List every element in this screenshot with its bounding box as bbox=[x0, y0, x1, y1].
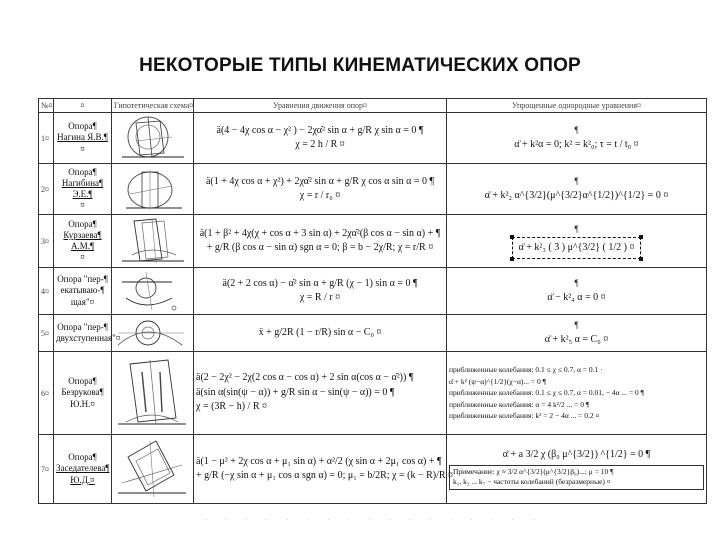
resize-handle[interactable] bbox=[639, 257, 643, 261]
support-sketch-image bbox=[112, 352, 194, 434]
equation-line: + g/R (−χ sin α + μ₁ cos α sgn α) = 0; μ₁ = b/2R; χ = (k − R)/R ¤ bbox=[196, 470, 454, 481]
name-line: Нагина Я.В.¶ bbox=[57, 132, 108, 143]
name-line: Опора "пер-¶ bbox=[57, 274, 108, 285]
row-number: 7¤ bbox=[39, 435, 54, 504]
table-row bbox=[39, 435, 707, 504]
name-line: Безрукова¶ bbox=[61, 387, 104, 398]
equation-line: χ = (3R − h) / R ¤ bbox=[196, 401, 267, 413]
support-name bbox=[54, 164, 112, 215]
name-line: Курзаева¶ bbox=[63, 229, 102, 240]
header-name: ¤ bbox=[54, 99, 112, 113]
page-title: НЕКОТОРЫЕ ТИПЫ КИНЕМАТИЧЕСКИХ ОПОР bbox=[139, 55, 581, 76]
equation-line: ä(1 + 4χ cos α + χ²) + 2χα̇² sin α + g/R χ cos α sin α = 0 ¶ bbox=[205, 175, 434, 187]
simplified-equations bbox=[447, 268, 707, 315]
pilcrow-mark: ¶ bbox=[574, 124, 579, 135]
table-header-row bbox=[39, 99, 707, 113]
equation-line: χ = 2 h / R ¤ bbox=[295, 139, 345, 150]
support-sketch-image bbox=[112, 268, 194, 314]
name-line: А.М.¶ bbox=[70, 241, 95, 251]
name-line: Заседателева¶ bbox=[56, 463, 110, 474]
support-sketch-image bbox=[112, 315, 194, 351]
pilcrow-mark: ¶ bbox=[574, 223, 579, 234]
support-sketch-image bbox=[112, 164, 194, 214]
support-name bbox=[54, 268, 112, 315]
support-sketch-image bbox=[112, 113, 194, 163]
scheme-sketch bbox=[112, 435, 194, 504]
simplified-equations bbox=[447, 113, 707, 164]
equation-line: χ = R / r ¤ bbox=[299, 292, 341, 303]
motion-equations bbox=[194, 215, 447, 268]
equation-line: ä(sin α(sin(ψ − α)) + g/R sin α − sin(ψ − α)) = 0 ¶ bbox=[196, 386, 395, 398]
table-row bbox=[39, 113, 707, 164]
pilcrow-mark: ¶ bbox=[574, 175, 579, 186]
motion-equations bbox=[194, 352, 447, 435]
row-number: 2¤ bbox=[39, 164, 54, 215]
name-line: екатываю-¶ bbox=[60, 285, 105, 296]
support-sketch-image bbox=[112, 215, 194, 267]
support-name bbox=[54, 113, 112, 164]
equation-line: ẍ + g/2R (1 − r/R) sin α − C₀ ¤ bbox=[258, 326, 382, 338]
name-line: ¤ bbox=[80, 200, 85, 211]
row-number: 4¤ bbox=[39, 268, 54, 315]
footer-dotted-line bbox=[38, 519, 706, 520]
simplified-equations bbox=[447, 315, 707, 352]
support-name bbox=[54, 435, 112, 504]
resize-handle[interactable] bbox=[510, 235, 514, 239]
pilcrow-mark: ¶ bbox=[574, 319, 579, 330]
row-number: 5¤ bbox=[39, 315, 54, 352]
simplified-line: приближенные колебания: 0.1 ≤ χ ≤ 0.7, α = 0.1 · bbox=[449, 364, 603, 374]
simplified-line: приближенные колебания: k² = 2 − 4α ... = 0.2 ¤ bbox=[449, 411, 600, 421]
name-line: Ю.Д.¤ bbox=[70, 474, 95, 485]
simplified-line: приближенные колебания: α = 4 k²/2 ... = 0 ¶ bbox=[449, 399, 590, 409]
simplified-line: α̈ + k²₅ α = C₀ ¤ bbox=[544, 333, 609, 345]
scheme-sketch bbox=[112, 268, 194, 315]
equation-line: ä(1 + β² + 4χ(χ + cos α + 3 sin α) + 2χα̇²(β cos α − sin α) + ¶ bbox=[199, 227, 441, 239]
table-footnote bbox=[449, 465, 704, 490]
resize-handle[interactable] bbox=[510, 257, 514, 261]
name-line: Опора¶ bbox=[68, 218, 97, 229]
row-number: 1¤ bbox=[39, 113, 54, 164]
support-name bbox=[54, 315, 121, 352]
equation-line: + g/R (β cos α − sin α) sgn α = 0; β = b − 2χ/R; χ = r/R ¤ bbox=[206, 242, 434, 253]
selected-equation-box[interactable] bbox=[512, 237, 642, 260]
equation-line: ä(2 − 2χ² − 2χ(2 cos α − cos α) + 2 sin α(cos α − α̇²)) ¶ bbox=[196, 372, 414, 384]
name-line: двухступенная"¤ bbox=[56, 333, 121, 343]
header-simplified: Упрощенные однородные уравнения¤ bbox=[447, 99, 707, 113]
simplified-line: α̈ − k²₄ α = 0 ¤ bbox=[547, 291, 606, 303]
simplified-line: приближенные колебания: 0.1 ≤ χ ≤ 0.7, α = 0.01, − 4α ... = 0 ¶ bbox=[449, 388, 645, 398]
table-row bbox=[39, 315, 707, 352]
resize-handle[interactable] bbox=[639, 235, 643, 239]
name-line: Опора¶ bbox=[68, 121, 97, 132]
row-number: 6¤ bbox=[39, 352, 54, 435]
name-line: Нагибина¶ bbox=[61, 177, 104, 188]
supports-table bbox=[38, 98, 707, 504]
pilcrow-mark: ¶ bbox=[574, 277, 579, 288]
scheme-sketch bbox=[112, 352, 194, 435]
simplified-equations bbox=[447, 215, 707, 268]
equation-line: ä(4 − 4χ cos α − χ² ) − 2χα̇² sin α + g/R χ sin α = 0 ¶ bbox=[216, 124, 424, 136]
name-line: Опора "пер-¶ bbox=[57, 321, 108, 332]
simplified-line: α̈ + k²₃ ( 3 ) μ^{3/2} ( 1/2 ) ¤ bbox=[518, 241, 635, 253]
scheme-sketch bbox=[112, 215, 194, 268]
footnote-line: k₁, k₂ ... k₇ − частоты колебаний (безразмерные) ¤ bbox=[453, 477, 611, 487]
simplified-equations bbox=[447, 352, 707, 435]
scheme-sketch bbox=[112, 113, 194, 164]
motion-equations bbox=[194, 113, 447, 164]
name-line: Опора¶ bbox=[68, 452, 97, 463]
name-line: Опора¶ bbox=[68, 166, 97, 177]
table-row bbox=[39, 268, 707, 315]
name-line: Опора¶ bbox=[68, 376, 97, 387]
simplified-line: α̈ + k²α = 0; k² = k²₀; τ = t / t₀ ¤ bbox=[514, 138, 639, 150]
row-number: 3¤ bbox=[39, 215, 54, 268]
equation-line: χ = r / r₀ ¤ bbox=[299, 190, 341, 201]
equation-line: ä(1 − μ² + 2χ cos α + μ₁ sin α) + α²/2 (χ sin α + 2μ₁ cos α) + ¶ bbox=[196, 455, 442, 467]
name-line: щая"¤ bbox=[70, 296, 95, 307]
simplified-equations bbox=[447, 164, 707, 215]
equation-line: ä(2 + 2 cos α) − α̇² sin α + g/R (χ − 1) sin α = 0 ¶ bbox=[222, 277, 418, 289]
motion-equations bbox=[194, 268, 447, 315]
support-sketch-image bbox=[112, 435, 194, 503]
name-line: ¤ bbox=[80, 143, 85, 154]
header-equations: Уравнения движения опор¤ bbox=[194, 99, 447, 113]
name-line: Ю.Н.¤ bbox=[70, 398, 95, 409]
header-number: №¤ bbox=[39, 99, 54, 113]
simplified-line: α̈ + k² (ψ−α)^{1/2}(χ−α)... = 0 ¶ bbox=[449, 376, 547, 386]
support-name bbox=[54, 352, 112, 435]
table-row bbox=[39, 352, 707, 435]
motion-equations bbox=[194, 435, 454, 504]
name-line: ¤ bbox=[80, 252, 85, 263]
header-scheme: Гипотетическая схема¤ bbox=[112, 99, 194, 113]
scheme-sketch bbox=[112, 164, 194, 215]
table-row bbox=[39, 215, 707, 268]
simplified-line: α̈ + a 3/2 χ (β₀ μ^{3/2}) ^{1/2} = 0 ¶ bbox=[502, 449, 651, 461]
motion-equations bbox=[194, 315, 447, 352]
scheme-sketch bbox=[112, 315, 194, 352]
motion-equations bbox=[194, 164, 447, 215]
simplified-equations bbox=[447, 435, 707, 504]
support-name bbox=[54, 215, 112, 268]
name-line: Э.Е.¶ bbox=[72, 189, 93, 199]
table-row bbox=[39, 164, 707, 215]
footnote-line: Примечание: χ ≈ 3/2 α^{3/2}(μ^{3/2}β₀)...; μ = 10 ¶ bbox=[453, 466, 614, 476]
simplified-line: α̈ + k²₂ α^{3/2}(μ^{3/2}α^{1/2})^{1/2} = 0 ¤ bbox=[484, 189, 669, 201]
